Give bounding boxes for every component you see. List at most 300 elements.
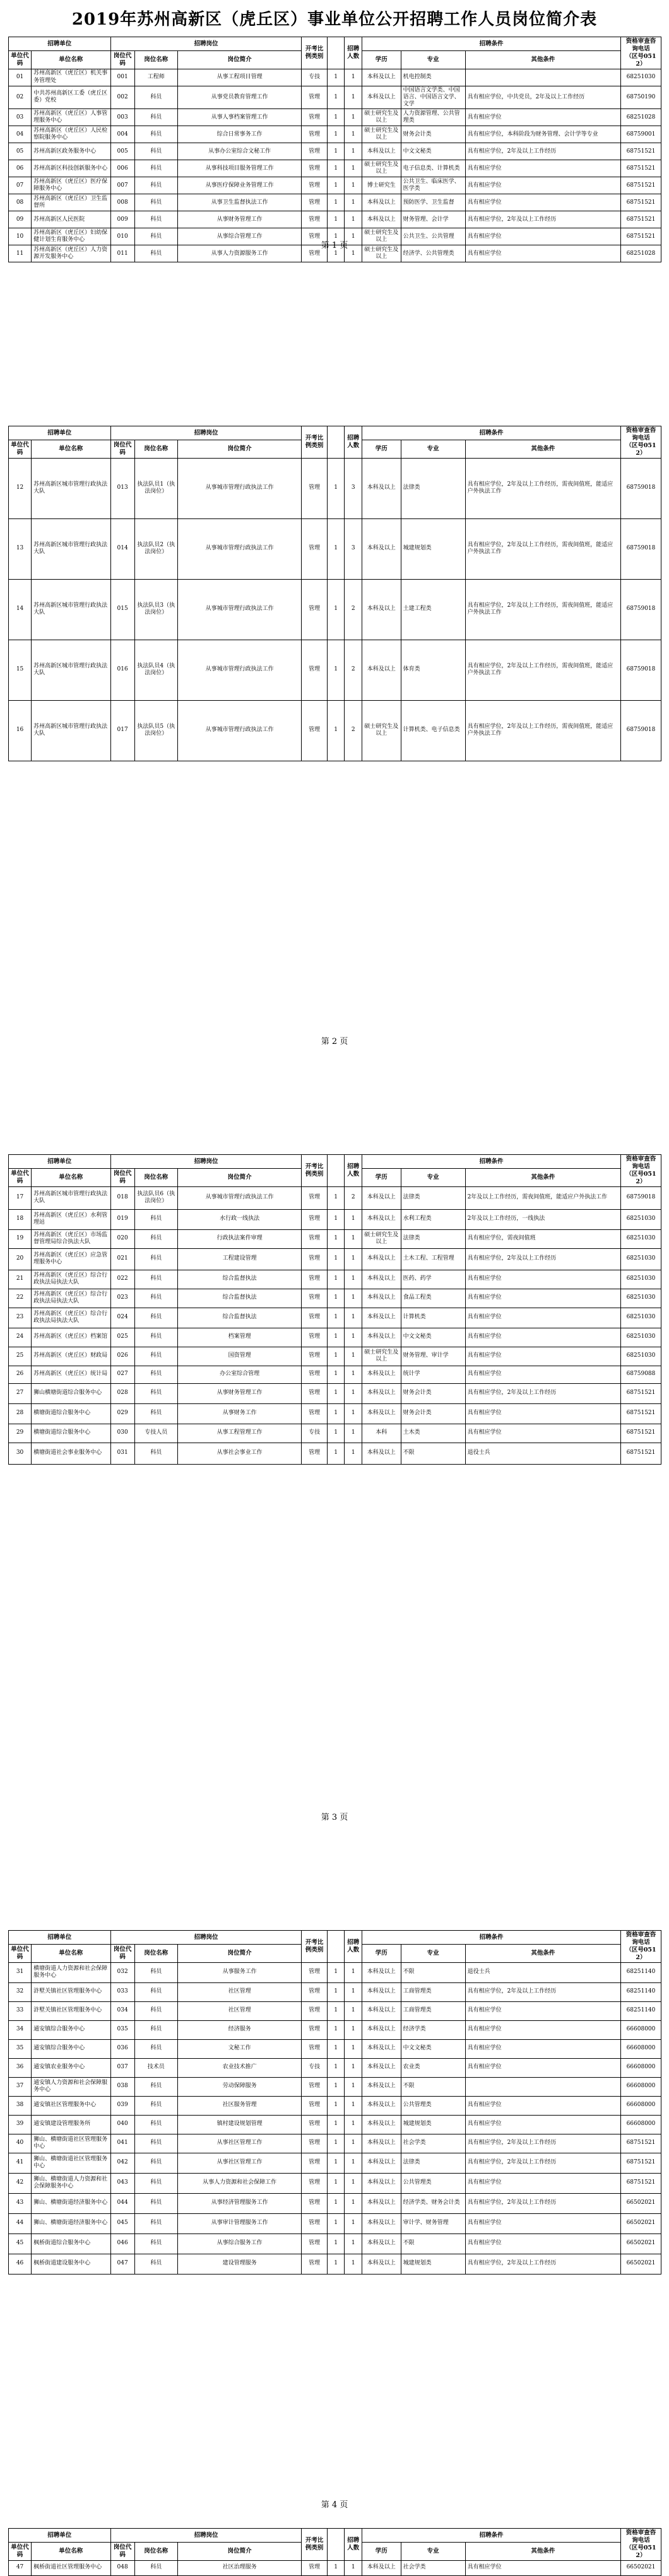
cell-post-code: 039 (110, 2096, 134, 2115)
cell-unit-code: 22 (9, 1289, 32, 1308)
table-row (9, 579, 661, 640)
cell-other: 具有相应学位 (465, 228, 621, 245)
header-post-name: 岗位名称 (134, 2543, 177, 2560)
cell-exam-cat: 管理 (302, 228, 327, 245)
page-number: 第 3 页 (321, 1813, 348, 1822)
table-row (9, 518, 661, 579)
cell-exam-cat: 管理 (302, 1186, 327, 1209)
cell-ratio: 1 (327, 143, 345, 160)
cell-edu: 硕士研究生及以上 (362, 228, 401, 245)
table-row (9, 2115, 661, 2134)
cell-other: 具有相应学位，2年及以上工作经历，需夜间值班，能适应户外执法工作 (465, 640, 621, 700)
cell-unit-name: 通安镇社区管理服务中心 (32, 2096, 110, 2115)
cell-post-name: 执法队员6（执法岗位） (134, 1186, 177, 1209)
header-consult-label: 资格审查咨询电话 (625, 2529, 656, 2544)
header-edu: 学历 (362, 51, 401, 69)
header-other: 其他条件 (465, 51, 621, 69)
cell-post-name: 工程师 (134, 69, 177, 86)
cell-other: 具有相应学位 (465, 2096, 621, 2115)
header-cond: 招聘条件 (362, 2529, 620, 2543)
cell-post-code: 001 (110, 69, 134, 86)
cell-unit-name: 苏州高新区政务服务中心 (32, 143, 110, 160)
cell-major: 水利工程类 (401, 1209, 465, 1229)
cell-edu: 本科及以上 (362, 2096, 401, 2115)
cell-exam-cat: 管理 (302, 1209, 327, 1229)
cell-other: 具有相应学位 (465, 1424, 621, 1443)
header-consult (621, 1931, 661, 1963)
cell-post-name: 科员 (134, 177, 177, 194)
cell-edu: 硕士研究生及以上 (362, 700, 401, 761)
header-post: 招聘岗位 (110, 1931, 302, 1945)
cell-post-intro: 办公室综合管理 (177, 1366, 302, 1383)
table-row (9, 2134, 661, 2153)
cell-tel: 68251030 (621, 1289, 661, 1308)
header-consult-area: （区号0512） (625, 1946, 656, 1961)
cell-other: 具有相应学位，2年及以上工作经历 (465, 211, 621, 228)
header-post-intro: 岗位简介 (177, 2543, 302, 2560)
cell-unit-name: 苏州高新区城市管理行政执法大队 (32, 1186, 110, 1209)
cell-quota: 1 (345, 2560, 362, 2575)
cell-post-code: 045 (110, 2213, 134, 2234)
cell-unit-code: 06 (9, 160, 32, 177)
cell-edu: 本科及以上 (362, 2077, 401, 2096)
cell-ratio: 1 (327, 2560, 345, 2575)
cell-exam-cat: 管理 (302, 1289, 327, 1308)
cell-tel: 68759018 (621, 579, 661, 640)
cell-edu: 本科及以上 (362, 86, 401, 109)
cell-major: 计算机类、电子信息类 (401, 700, 465, 761)
cell-major: 公共卫生、公共管理 (401, 228, 465, 245)
recruitment-table (8, 2528, 661, 2576)
cell-other: 具有相应学位 (465, 160, 621, 177)
cell-major: 法律类 (401, 458, 465, 518)
cell-quota: 1 (345, 2001, 362, 2020)
cell-post-name: 执法队员5（执法岗位） (134, 700, 177, 761)
cell-unit-code: 35 (9, 2039, 32, 2058)
cell-quota: 1 (345, 1229, 362, 1248)
cell-post-intro: 从事社区管理工作 (177, 2134, 302, 2153)
cell-exam-cat: 管理 (302, 2193, 327, 2213)
header-unit-name: 单位名称 (32, 1169, 110, 1186)
cell-quota: 2 (345, 640, 362, 700)
cell-post-intro: 从事城市管理行政执法工作 (177, 640, 302, 700)
cell-post-intro: 档案管理 (177, 1328, 302, 1347)
header-edu: 学历 (362, 1169, 401, 1186)
cell-edu: 本科及以上 (362, 1248, 401, 1270)
cell-quota: 1 (345, 1248, 362, 1270)
header-ratio (327, 2529, 345, 2561)
cell-tel: 66502021 (621, 2254, 661, 2274)
cell-major: 法律类 (401, 1229, 465, 1248)
header-row (9, 426, 661, 440)
cell-tel: 68251030 (621, 1328, 661, 1347)
cell-post-name: 科员 (134, 2213, 177, 2234)
cell-ratio: 1 (327, 1366, 345, 1383)
cell-post-code: 021 (110, 1248, 134, 1270)
cell-post-name: 科员 (134, 1328, 177, 1347)
cell-post-intro: 从事服务工作 (177, 1962, 302, 1982)
cell-tel: 68251030 (621, 1229, 661, 1248)
header-exam-cat: 开考比例类别 (302, 1931, 327, 1963)
cell-edu: 本科 (362, 1424, 401, 1443)
cell-other: 具有相应学位 (465, 2234, 621, 2254)
cell-tel: 68251028 (621, 109, 661, 126)
cell-post-code: 048 (110, 2560, 134, 2575)
cell-post-intro: 镇村建设规划管理 (177, 2115, 302, 2134)
cell-unit-name: 横塘街道社会事业服务中心 (32, 1443, 110, 1464)
cell-quota: 1 (345, 86, 362, 109)
cell-ratio: 1 (327, 579, 345, 640)
cell-major: 城建规划类 (401, 518, 465, 579)
cell-tel: 68759018 (621, 1186, 661, 1209)
header-cond: 招聘条件 (362, 1931, 620, 1945)
cell-other (465, 69, 621, 86)
header-consult-area: （区号0512） (625, 1170, 656, 1185)
cell-major: 工商管理类 (401, 2001, 465, 2020)
cell-quota: 1 (345, 2039, 362, 2058)
cell-other: 具有相应学位 (465, 1289, 621, 1308)
cell-edu: 本科及以上 (362, 1403, 401, 1424)
cell-tel: 68251030 (621, 1248, 661, 1270)
cell-ratio: 1 (327, 458, 345, 518)
cell-post-name: 执法队员3（执法岗位） (134, 579, 177, 640)
cell-exam-cat: 管理 (302, 1270, 327, 1289)
cell-post-code: 020 (110, 1229, 134, 1248)
cell-ratio: 1 (327, 1270, 345, 1289)
header-ratio (327, 1931, 345, 1963)
table-row (9, 211, 661, 228)
cell-ratio: 1 (327, 2153, 345, 2173)
cell-major: 土木工程、工程管理 (401, 1248, 465, 1270)
cell-exam-cat: 管理 (302, 126, 327, 143)
cell-unit-name: 枫桥街道建设服务中心 (32, 2254, 110, 2274)
cell-major: 中文文秘类 (401, 2039, 465, 2058)
header-unit-code: 单位代码 (9, 1945, 32, 1962)
table-row (9, 2039, 661, 2058)
cell-exam-cat: 管理 (302, 1248, 327, 1270)
cell-unit-code: 18 (9, 1209, 32, 1229)
table-row (9, 109, 661, 126)
cell-quota: 1 (345, 160, 362, 177)
table-row (9, 1209, 661, 1229)
cell-ratio: 1 (327, 2234, 345, 2254)
cell-unit-code: 24 (9, 1328, 32, 1347)
cell-exam-cat: 专技 (302, 69, 327, 86)
header-quota: 招聘人数 (345, 1931, 362, 1963)
cell-post-code: 005 (110, 143, 134, 160)
cell-tel: 68751521 (621, 194, 661, 211)
cell-post-intro: 从事社会事业工作 (177, 1443, 302, 1464)
table-row (9, 160, 661, 177)
cell-exam-cat: 管理 (302, 2020, 327, 2039)
cell-post-intro: 综合监督执法 (177, 1289, 302, 1308)
cell-unit-code: 07 (9, 177, 32, 194)
cell-other: 具有相应学位 (465, 1328, 621, 1347)
cell-quota: 2 (345, 700, 362, 761)
cell-quota: 1 (345, 1209, 362, 1229)
recruitment-table (8, 1154, 661, 1465)
header-post: 招聘岗位 (110, 426, 302, 440)
cell-exam-cat: 管理 (302, 177, 327, 194)
cell-major: 工商管理类 (401, 1982, 465, 2001)
cell-post-intro: 从事城市管理行政执法工作 (177, 1186, 302, 1209)
cell-exam-cat: 专技 (302, 1424, 327, 1443)
cell-other: 具有相应学位 (465, 1270, 621, 1289)
cell-ratio: 1 (327, 194, 345, 211)
cell-ratio: 1 (327, 1962, 345, 1982)
cell-post-intro: 社区服务管理 (177, 2096, 302, 2115)
cell-unit-code: 42 (9, 2173, 32, 2193)
cell-post-code: 023 (110, 1289, 134, 1308)
cell-unit-code: 10 (9, 228, 32, 245)
table-row (9, 1366, 661, 1383)
table-row (9, 1270, 661, 1289)
cell-ratio: 1 (327, 1403, 345, 1424)
cell-unit-code: 27 (9, 1383, 32, 1403)
cell-unit-name: 苏州高新区人民医院 (32, 211, 110, 228)
cell-edu: 本科及以上 (362, 2115, 401, 2134)
cell-exam-cat: 管理 (302, 1982, 327, 2001)
cell-post-name: 科员 (134, 2560, 177, 2575)
cell-quota: 1 (345, 1328, 362, 1347)
cell-unit-code: 47 (9, 2560, 32, 2575)
cell-post-intro: 从事人力资源服务工作 (177, 245, 302, 262)
cell-other: 具有相应学位 (465, 2020, 621, 2039)
cell-quota: 1 (345, 1982, 362, 2001)
cell-exam-cat: 管理 (302, 194, 327, 211)
header-unit-name: 单位名称 (32, 1945, 110, 1962)
cell-post-name: 科员 (134, 1308, 177, 1328)
cell-exam-cat: 管理 (302, 640, 327, 700)
cell-ratio: 1 (327, 2213, 345, 2234)
cell-edu: 本科及以上 (362, 2153, 401, 2173)
cell-post-name: 科员 (134, 160, 177, 177)
cell-quota: 1 (345, 228, 362, 245)
cell-post-name: 科员 (134, 1347, 177, 1366)
header-quota: 招聘人数 (345, 426, 362, 459)
cell-edu: 硕士研究生及以上 (362, 245, 401, 262)
cell-exam-cat: 管理 (302, 2115, 327, 2134)
table-row (9, 2096, 661, 2115)
cell-unit-name: 枫桥街道综合服务中心 (32, 2234, 110, 2254)
cell-edu: 本科及以上 (362, 2058, 401, 2077)
cell-unit-code: 36 (9, 2058, 32, 2077)
cell-post-code: 008 (110, 194, 134, 211)
cell-post-code: 006 (110, 160, 134, 177)
cell-post-name: 科员 (134, 126, 177, 143)
cell-post-intro: 从事党员教育管理工作 (177, 86, 302, 109)
table-row (9, 1403, 661, 1424)
cell-exam-cat: 管理 (302, 2001, 327, 2020)
cell-unit-code: 19 (9, 1229, 32, 1248)
cell-major: 公共管理类 (401, 2096, 465, 2115)
cell-major: 社会学类 (401, 2560, 465, 2575)
cell-tel: 68751521 (621, 143, 661, 160)
cell-exam-cat: 管理 (302, 458, 327, 518)
table-row (9, 458, 661, 518)
cell-unit-code: 25 (9, 1347, 32, 1366)
cell-tel: 68251030 (621, 1270, 661, 1289)
cell-post-name: 科员 (134, 2096, 177, 2115)
cell-major: 医药、药学 (401, 1270, 465, 1289)
cell-other: 具有相应学位 (465, 2039, 621, 2058)
header-consult-label: 资格审查咨询电话 (625, 1156, 656, 1170)
cell-quota: 1 (345, 1308, 362, 1328)
cell-exam-cat: 管理 (302, 518, 327, 579)
cell-post-code: 018 (110, 1186, 134, 1209)
cell-unit-code: 39 (9, 2115, 32, 2134)
table-row (9, 1347, 661, 1366)
header-post-code: 岗位代码 (110, 1169, 134, 1186)
cell-post-name: 科员 (134, 2115, 177, 2134)
cell-post-code: 044 (110, 2193, 134, 2213)
cell-post-intro: 从事财务管理工作 (177, 211, 302, 228)
cell-post-intro: 建设管理服务 (177, 2254, 302, 2274)
cell-major: 不限 (401, 1443, 465, 1464)
cell-other: 具有相应学位，2年及以上工作经历 (465, 2153, 621, 2173)
cell-post-code: 031 (110, 1443, 134, 1464)
cell-other: 具有相应学位 (465, 2001, 621, 2020)
cell-tel: 68751521 (621, 1424, 661, 1443)
cell-quota: 1 (345, 245, 362, 262)
table-row (9, 2058, 661, 2077)
cell-major: 城建规划类 (401, 2254, 465, 2274)
cell-exam-cat: 管理 (302, 2077, 327, 2096)
header-quota: 招聘人数 (345, 2529, 362, 2561)
header-ratio (327, 37, 345, 69)
cell-ratio: 1 (327, 2134, 345, 2153)
header-major: 专业 (401, 1945, 465, 1962)
cell-exam-cat: 管理 (302, 160, 327, 177)
cell-post-code: 030 (110, 1424, 134, 1443)
cell-edu: 本科及以上 (362, 2001, 401, 2020)
header-unit: 招聘单位 (9, 426, 111, 440)
cell-ratio: 1 (327, 1347, 345, 1366)
cell-major: 不限 (401, 2234, 465, 2254)
header-post-intro: 岗位简介 (177, 440, 302, 458)
cell-other: 具有相应学位 (465, 1347, 621, 1366)
cell-unit-name: 狮山、横塘街道社区管理服务中心 (32, 2153, 110, 2173)
cell-unit-code: 46 (9, 2254, 32, 2274)
cell-unit-code: 09 (9, 211, 32, 228)
table-row (9, 177, 661, 194)
cell-post-code: 042 (110, 2153, 134, 2173)
cell-unit-name: 横塘街道人力资源和社会保障服务中心 (32, 1962, 110, 1982)
table-row (9, 2254, 661, 2274)
cell-unit-code: 45 (9, 2234, 32, 2254)
table-row (9, 2077, 661, 2096)
cell-exam-cat: 管理 (302, 1962, 327, 1982)
cell-edu: 硕士研究生及以上 (362, 109, 401, 126)
cell-post-name: 科员 (134, 143, 177, 160)
cell-post-name: 科员 (134, 2134, 177, 2153)
table-page (8, 426, 661, 761)
table-page (8, 2528, 661, 2576)
cell-post-intro: 从事综合管理工作 (177, 228, 302, 245)
header-post-intro: 岗位简介 (177, 1945, 302, 1962)
cell-post-intro: 从事医疗保障业务管理工作 (177, 177, 302, 194)
cell-quota: 2 (345, 1186, 362, 1209)
cell-major: 公共管理类 (401, 2173, 465, 2193)
cell-post-intro: 水行政一线执法 (177, 1209, 302, 1229)
cell-tel: 68251030 (621, 1308, 661, 1328)
header-post-name: 岗位名称 (134, 51, 177, 69)
cell-post-name: 专技人员 (134, 1424, 177, 1443)
cell-edu: 本科及以上 (362, 458, 401, 518)
table-page (8, 37, 661, 262)
cell-tel: 66608000 (621, 2039, 661, 2058)
cell-exam-cat: 管理 (302, 1308, 327, 1328)
cell-post-name: 科员 (134, 194, 177, 211)
cell-edu: 本科及以上 (362, 2134, 401, 2153)
header-unit-code: 单位代码 (9, 2543, 32, 2560)
cell-quota: 1 (345, 143, 362, 160)
cell-unit-name: 苏州高新区城市管理行政执法大队 (32, 700, 110, 761)
cell-ratio: 1 (327, 1383, 345, 1403)
cell-unit-code: 28 (9, 1403, 32, 1424)
header-consult-area: （区号0512） (625, 442, 656, 457)
cell-quota: 1 (345, 211, 362, 228)
page-number: 第 1 页 (321, 241, 348, 250)
cell-post-intro: 从事经济管理服务工作 (177, 2193, 302, 2213)
cell-post-code: 007 (110, 177, 134, 194)
cell-ratio: 1 (327, 518, 345, 579)
header-post-name: 岗位名称 (134, 1169, 177, 1186)
cell-major: 法律类 (401, 1186, 465, 1209)
cell-major: 农业类 (401, 2058, 465, 2077)
cell-post-intro: 国资管理 (177, 1347, 302, 1366)
cell-unit-code: 41 (9, 2153, 32, 2173)
table-row (9, 143, 661, 160)
cell-edu: 本科及以上 (362, 2020, 401, 2039)
cell-tel: 68251140 (621, 1982, 661, 2001)
header-cond: 招聘条件 (362, 37, 620, 51)
table-row (9, 2234, 661, 2254)
header-post: 招聘岗位 (110, 37, 302, 51)
cell-edu: 本科及以上 (362, 1270, 401, 1289)
cell-post-code: 011 (110, 245, 134, 262)
cell-quota: 3 (345, 518, 362, 579)
cell-post-code: 043 (110, 2173, 134, 2193)
cell-unit-name: 苏州高新区城市管理行政执法大队 (32, 458, 110, 518)
cell-unit-name: 横塘街道综合服务中心 (32, 1403, 110, 1424)
header-other: 其他条件 (465, 2543, 621, 2560)
table-row (9, 2173, 661, 2193)
cell-post-intro: 从事城市管理行政执法工作 (177, 700, 302, 761)
header-unit-name: 单位名称 (32, 2543, 110, 2560)
cell-exam-cat: 管理 (302, 1403, 327, 1424)
cell-quota: 1 (345, 1962, 362, 1982)
cell-post-name: 科员 (134, 1366, 177, 1383)
page-number: 第 4 页 (321, 2500, 348, 2510)
cell-post-name: 科员 (134, 2193, 177, 2213)
cell-unit-name: 苏州高新区城市管理行政执法大队 (32, 518, 110, 579)
cell-major: 经济学类、财务会计类 (401, 2193, 465, 2213)
cell-tel: 66608000 (621, 2020, 661, 2039)
table-row (9, 1229, 661, 1248)
cell-exam-cat: 管理 (302, 1347, 327, 1366)
header-consult-label: 资格审查咨询电话 (625, 427, 656, 442)
table-row (9, 1424, 661, 1443)
header-unit-code: 单位代码 (9, 1169, 32, 1186)
cell-post-name: 科员 (134, 109, 177, 126)
cell-edu: 本科及以上 (362, 518, 401, 579)
cell-post-code: 027 (110, 1366, 134, 1383)
cell-post-name: 科员 (134, 2234, 177, 2254)
cell-unit-name: 苏州高新区（虎丘区）人民检察院服务中心 (32, 126, 110, 143)
cell-post-intro: 从事城市管理行政执法工作 (177, 458, 302, 518)
cell-other: 具有相应学位，需夜间值班 (465, 1229, 621, 1248)
